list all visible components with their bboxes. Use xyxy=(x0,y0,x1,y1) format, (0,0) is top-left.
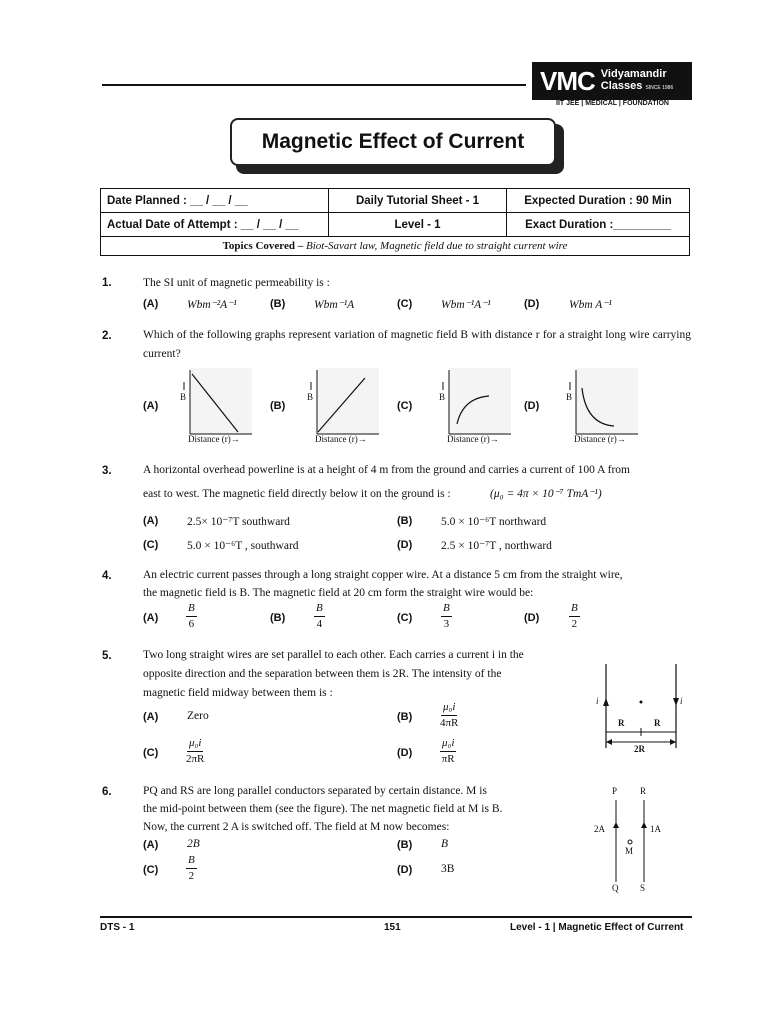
q4-opt-b-num: B xyxy=(314,602,325,617)
q1-opt-d: Wbm A⁻¹ xyxy=(569,299,612,311)
footer-right: Level - 1 | Magnetic Effect of Current xyxy=(510,922,684,933)
q6-opt-c-num: B xyxy=(186,854,197,869)
q5-text-2: opposite direction and the separation between them is 2R. The intensity of the xyxy=(143,668,502,680)
q5-opt-c-label: (C) xyxy=(143,747,159,759)
q5-opt-c-num: μ₀i xyxy=(187,737,203,752)
q5-fig-sep: 2R xyxy=(634,744,645,754)
q4-opt-b-label: (B) xyxy=(270,612,286,624)
q3-opt-b: 5.0 × 10⁻⁶T northward xyxy=(441,516,547,528)
q6-text-1: PQ and RS are long parallel conductors separated by certain distance. M is xyxy=(143,785,487,797)
q1-opt-c: Wbm⁻¹A⁻¹ xyxy=(441,299,491,311)
q2-graph-c-xlabel: Distance (r)→ xyxy=(447,434,499,444)
tagline: IIT JEE | MEDICAL | FOUNDATION xyxy=(556,100,669,107)
q6-opt-a: 2B xyxy=(187,838,200,850)
q2-number: 2. xyxy=(102,330,112,342)
q2-graph-c-ylabel: B xyxy=(439,392,446,402)
page-title: Magnetic Effect of Current xyxy=(230,118,556,166)
q1-opt-a-label: (A) xyxy=(143,298,159,310)
q6-opt-b-label: (B) xyxy=(397,839,413,851)
q6-fig-left-current: 2A xyxy=(594,824,605,834)
q5-number: 5. xyxy=(102,650,112,662)
footer-rule xyxy=(100,916,692,918)
page-number: 151 xyxy=(384,922,401,933)
q6-opt-c-label: (C) xyxy=(143,864,159,876)
q5-opt-c-den: 2πR xyxy=(186,753,205,765)
q5-figure xyxy=(596,662,686,758)
q2-graph-d-xlabel: Distance (r)→ xyxy=(574,434,626,444)
q4-opt-d-label: (D) xyxy=(524,612,540,624)
date-planned: Date Planned : __ / __ / __ xyxy=(101,189,329,213)
q5-fig-r2: R xyxy=(654,718,661,728)
q4-opt-a-label: (A) xyxy=(143,612,159,624)
q4-opt-c-den: 3 xyxy=(443,618,450,630)
q5-opt-d-label: (D) xyxy=(397,747,413,759)
logo-vmc: VMC xyxy=(540,65,595,96)
topics-label: Topics Covered – xyxy=(222,240,304,252)
q4-opt-a-den: 6 xyxy=(188,618,195,630)
logo-name-1: Vidyamandir xyxy=(600,68,667,80)
q5-fig-i-right: i xyxy=(680,696,683,706)
topics-covered xyxy=(101,237,690,256)
q5-opt-b xyxy=(440,701,458,730)
q5-opt-d-num: μ₀i xyxy=(440,737,456,752)
q4-opt-d xyxy=(569,602,580,631)
q3-number: 3. xyxy=(102,465,112,477)
q6-opt-d-label: (D) xyxy=(397,864,413,876)
q1-opt-a: Wbm⁻²A⁻¹ xyxy=(187,299,237,311)
q4-opt-c xyxy=(441,602,452,631)
q5-opt-b-den: 4πR xyxy=(440,717,459,729)
q5-opt-c xyxy=(186,737,204,766)
q2-graph-a-ylabel: B xyxy=(180,392,187,402)
q5-opt-b-num: μ₀i xyxy=(441,701,457,716)
q1-opt-c-label: (C) xyxy=(397,298,413,310)
q6-fig-m: M xyxy=(625,846,634,856)
q4-opt-c-label: (C) xyxy=(397,612,413,624)
q2-graph-c xyxy=(437,368,513,448)
q3-text-2: east to west. The magnetic field directly below it on the ground is : xyxy=(143,488,451,500)
q4-opt-b xyxy=(314,602,325,631)
q4-opt-d-den: 2 xyxy=(571,618,578,630)
q4-opt-d-num: B xyxy=(569,602,580,617)
q2-graph-d xyxy=(564,368,640,448)
q6-text-2: the mid-point between them (see the figure). The net magnetic field at M is B. xyxy=(143,803,503,815)
logo-since: SINCE 1986 xyxy=(645,85,674,91)
q3-opt-b-label: (B) xyxy=(397,515,413,527)
sheet-name: Daily Tutorial Sheet - 1 xyxy=(329,189,507,213)
q6-opt-a-label: (A) xyxy=(143,839,159,851)
level: Level - 1 xyxy=(329,213,507,237)
topics-text: Biot-Savart law, Magnetic field due to straight current wire xyxy=(306,240,568,252)
q6-opt-b: B xyxy=(441,838,449,850)
q1-opt-d-label: (D) xyxy=(524,298,540,310)
q3-opt-d: 2.5 × 10⁻⁷T , northward xyxy=(441,540,552,552)
logo-name xyxy=(601,68,673,94)
q4-opt-c-num: B xyxy=(441,602,452,617)
expected-duration: Expected Duration : 90 Min xyxy=(507,189,690,213)
q2-graph-d-ylabel: B xyxy=(566,392,573,402)
logo-name-2: Classes xyxy=(600,80,643,92)
q3-opt-a: 2.5× 10⁻⁷T southward xyxy=(187,516,290,528)
q6-opt-c-den: 2 xyxy=(188,870,195,882)
q6-figure xyxy=(590,786,680,896)
q1-opt-b: Wbm⁻¹A xyxy=(314,299,355,311)
q3-opt-d-label: (D) xyxy=(397,539,413,551)
q2-graph-a xyxy=(178,368,254,448)
q6-fig-q: Q xyxy=(612,883,619,893)
q1-number: 1. xyxy=(102,277,112,289)
q6-opt-c xyxy=(186,854,197,883)
q3-opt-c: 5.0 × 10⁻⁶T , southward xyxy=(187,540,299,552)
q6-opt-d: 3B xyxy=(441,863,455,875)
q5-fig-r1: R xyxy=(618,718,625,728)
header-rule xyxy=(102,84,526,86)
q2-graph-b-ylabel: B xyxy=(307,392,314,402)
q5-opt-a-label: (A) xyxy=(143,711,159,723)
q3-text-1: A horizontal overhead powerline is at a height of 4 m from the ground and carries a current of 100 A from xyxy=(143,464,631,476)
q2-opt-d-label: (D) xyxy=(524,400,540,412)
q5-opt-d xyxy=(440,737,456,766)
q2-opt-a-label: (A) xyxy=(143,400,159,412)
q2-opt-c-label: (C) xyxy=(397,400,413,412)
q2-text: Which of the following graphs represent variation of magnetic field B with distance r for a straight long wire carrying current? xyxy=(143,329,691,360)
q2-graph-a-xlabel: Distance (r)→ xyxy=(188,434,240,444)
q6-number: 6. xyxy=(102,786,112,798)
q3-opt-a-label: (A) xyxy=(143,515,159,527)
exact-duration: Exact Duration :_________ xyxy=(507,213,690,237)
q4-text-2: the magnetic field is B. The magnetic field at 20 cm form the straight wire would be: xyxy=(143,587,534,599)
q2-graph-b-xlabel: Distance (r)→ xyxy=(315,434,367,444)
q6-fig-right-current: 1A xyxy=(650,824,661,834)
q4-opt-a xyxy=(186,602,197,631)
actual-date: Actual Date of Attempt : __ / __ / __ xyxy=(101,213,329,237)
q3-given: (μ₀ = 4π × 10⁻⁷ TmA⁻¹) xyxy=(490,488,602,500)
q3-opt-c-label: (C) xyxy=(143,539,159,551)
q1-opt-b-label: (B) xyxy=(270,298,286,310)
q5-fig-i-left: i xyxy=(596,696,599,706)
q4-number: 4. xyxy=(102,570,112,582)
q6-figure-svg xyxy=(590,786,680,896)
q4-opt-b-den: 4 xyxy=(316,618,323,630)
q1-text: The SI unit of magnetic permeability is : xyxy=(143,277,330,289)
vmc-logo xyxy=(532,62,692,100)
info-table xyxy=(100,188,690,256)
q6-fig-p: P xyxy=(612,786,618,796)
q2-opt-b-label: (B) xyxy=(270,400,286,412)
q2-graph-b xyxy=(305,368,381,448)
q4-opt-a-num: B xyxy=(186,602,197,617)
q5-text-1: Two long straight wires are set parallel to each other. Each carries a current i in the xyxy=(143,649,524,661)
q5-opt-b-label: (B) xyxy=(397,711,413,723)
q5-text-3: magnetic field midway between them is : xyxy=(143,687,333,699)
q5-opt-d-den: πR xyxy=(441,753,455,765)
q6-fig-s: S xyxy=(640,883,646,893)
q6-fig-r: R xyxy=(640,786,647,796)
q4-text-1: An electric current passes through a long straight copper wire. At a distance 5 cm from the straight wire, xyxy=(143,569,623,581)
q6-text-3: Now, the current 2 A is switched off. The field at M now becomes: xyxy=(143,821,450,833)
footer-left: DTS - 1 xyxy=(100,922,135,933)
q5-opt-a: Zero xyxy=(187,710,209,722)
